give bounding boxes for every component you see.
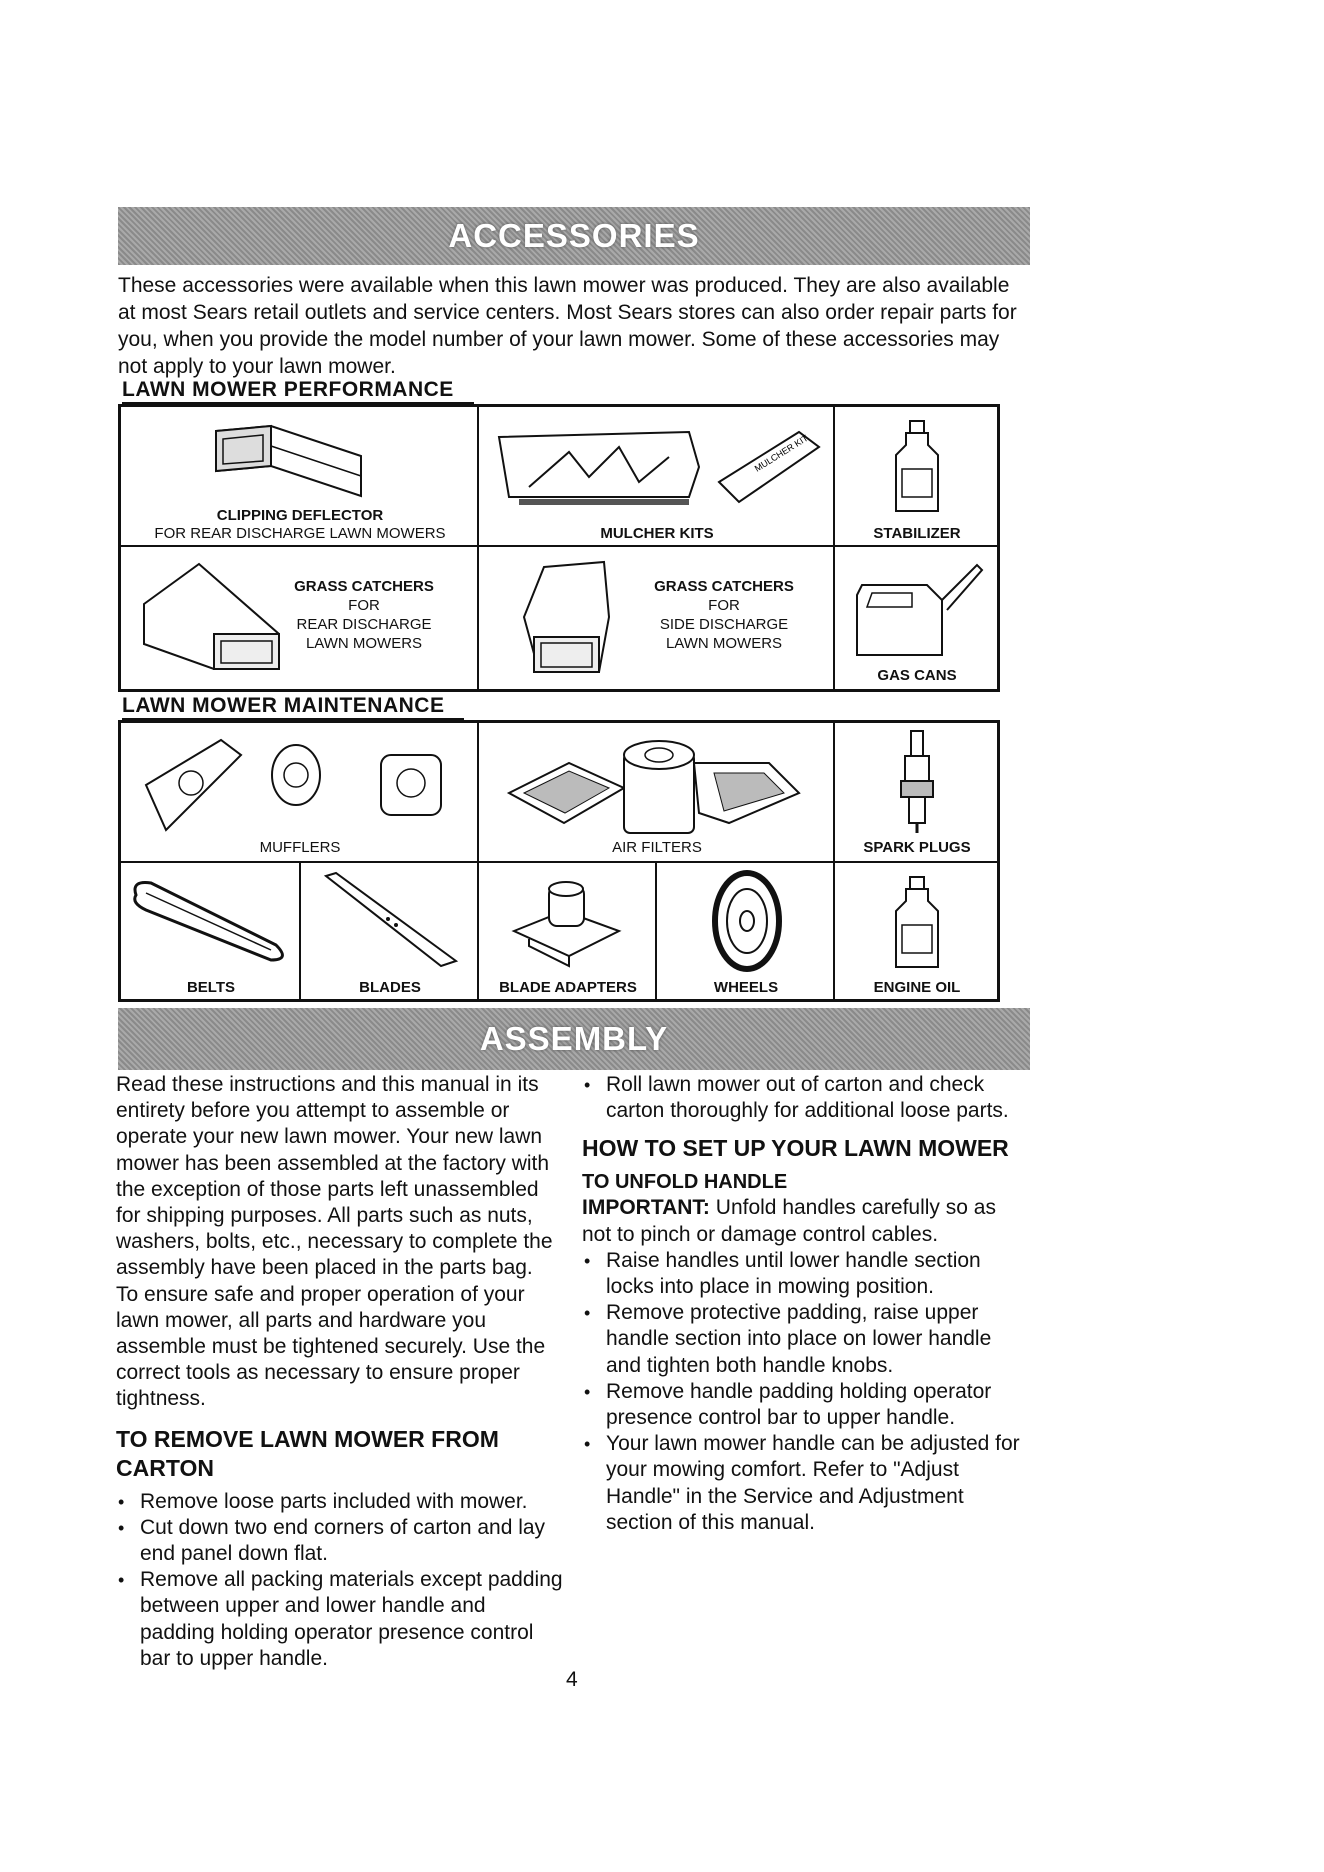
mufflers-icon: [141, 735, 461, 835]
gas-cans-label: GAS CANS: [877, 667, 957, 684]
mufflers-cell: [120, 722, 478, 862]
gas-cans-cell: [834, 546, 998, 690]
performance-grid: [118, 404, 1000, 692]
stabilizer-bottle-icon: [892, 421, 942, 516]
grass-catchers-rear-label: [289, 577, 439, 653]
maintenance-grid: [118, 720, 1000, 1002]
mulcher-kit-icon: [489, 417, 829, 517]
belts-cell: [120, 862, 300, 1000]
grass-catchers-side-cell: [478, 546, 834, 690]
important-label: IMPORTANT:: [582, 1196, 710, 1220]
gas-can-icon: [847, 555, 987, 655]
air-filters-icon: [499, 733, 819, 833]
spark-plugs-label: SPARK PLUGS: [863, 839, 971, 856]
wheels-label: WHEELS: [713, 979, 779, 996]
setup-heading: HOW TO SET UP YOUR LAWN MOWER: [582, 1135, 1009, 1162]
clipping-deflector-icon: [211, 421, 381, 501]
belt-icon: [126, 875, 296, 965]
mulcher-kits-label: MULCHER KITS: [600, 525, 714, 542]
spark-plugs-cell: [834, 722, 998, 862]
grass-catchers-side-label: [629, 577, 819, 653]
assembly-banner: [118, 1008, 1030, 1070]
grass-catcher-rear-icon: [139, 559, 289, 679]
remove-bullet-2: • Cut down two end corners of carton and lay end panel down flat.: [116, 1515, 564, 1567]
accessories-title: ACCESSORIES: [448, 217, 700, 254]
blade-icon: [316, 871, 466, 971]
grass-catchers-side-line3: SIDE DISCHARGE: [659, 616, 789, 633]
grass-catcher-side-icon: [519, 557, 619, 682]
grass-catchers-rear-line2: FOR: [348, 597, 380, 614]
accessories-banner: [118, 207, 1030, 265]
stabilizer-cell: [834, 406, 998, 546]
spark-plug-icon: [897, 731, 937, 836]
belts-label: BELTS: [186, 979, 236, 996]
clipping-deflector-sublabel: FOR REAR DISCHARGE LAWN MOWERS: [154, 525, 446, 542]
grass-catchers-rear-cell: [120, 546, 478, 690]
remove-bullet-1: • Remove loose parts included with mower.: [116, 1489, 564, 1515]
unfold-bullet-3: • Remove handle padding holding operator presence control bar to upper handle.: [582, 1379, 1026, 1431]
blades-label: BLADES: [359, 979, 421, 996]
unfold-bullet-2: • Remove protective padding, raise upper handle section into place on lower handle and tighten both handle knobs.: [582, 1300, 1026, 1379]
accessories-intro: These accessories were available when this lawn mower was produced. They are also available at most Sears retail outlets and service centers. Most Sears stores can also order repair parts for you, when you provide the model number of your lawn mower. Some of these accessories may not apply to your lawn mower.: [118, 274, 1017, 378]
grass-catchers-side-line4: LAWN MOWERS: [665, 635, 783, 652]
remove-bullet-3: • Remove all packing materials except padding between upper and lower handle and padding holding operator presence control bar to upper handle.: [116, 1567, 564, 1672]
grass-catchers-side-line1: GRASS CATCHERS: [654, 578, 794, 595]
unfold-bullet-1: • Raise handles until lower handle section locks into place in mowing position.: [582, 1248, 1026, 1300]
mufflers-label: MUFFLERS: [259, 839, 341, 856]
remove-from-carton-heading: TO REMOVE LAWN MOWER FROM CARTON: [116, 1425, 499, 1481]
blade-adapters-label: BLADE ADAPTERS: [499, 979, 637, 996]
mulcher-kit-box-label: MULCHER KIT: [752, 432, 810, 474]
page-number: 4: [566, 1668, 578, 1691]
air-filters-cell: [478, 722, 834, 862]
grass-catchers-rear-line4: LAWN MOWERS: [305, 635, 423, 652]
engine-oil-bottle-icon: [892, 877, 942, 972]
blade-adapter-icon: [509, 881, 629, 971]
mulcher-kits-cell: [478, 406, 834, 546]
important-text: Unfold handles carefully so as not to pinch or damage control cables.: [582, 1196, 996, 1246]
clipping-deflector-label: CLIPPING DEFLECTOR: [216, 507, 384, 524]
blades-cell: [300, 862, 478, 1000]
stabilizer-label: STABILIZER: [873, 525, 961, 542]
performance-heading: LAWN MOWER PERFORMANCE: [122, 378, 474, 404]
grass-catchers-side-line2: FOR: [708, 597, 740, 614]
unfold-bullet-4: • Your lawn mower handle can be adjusted for your mowing comfort. Refer to "Adjust Handle" in the Service and Adjustment section of this manual.: [582, 1431, 1026, 1536]
assembly-left-column: [116, 1072, 564, 1672]
engine-oil-cell: [834, 862, 998, 1000]
grass-catchers-rear-line1: GRASS CATCHERS: [294, 578, 434, 595]
maintenance-heading: LAWN MOWER MAINTENANCE: [122, 694, 464, 720]
wheels-cell: [656, 862, 834, 1000]
blade-adapters-cell: [478, 862, 656, 1000]
assembly-intro-paragraph: Read these instructions and this manual in its entirety before you attempt to assemble or operate your new lawn mower. Your new lawn mower has been assembled at the factory with the exception of those parts left unassembled for shipping purposes. All parts such as nuts, washers, bolts, etc., necessary to complete the assembly have been placed in the parts bag.: [116, 1073, 553, 1280]
unfold-handle-heading: TO UNFOLD HANDLE: [582, 1171, 788, 1194]
assembly-safety-paragraph: To ensure safe and proper operation of your lawn mower, all parts and hardware you assemble must be tightened securely. Use the correct tools as necessary to ensure proper tightness.: [116, 1282, 546, 1411]
engine-oil-label: ENGINE OIL: [873, 979, 961, 996]
wheel-icon: [707, 869, 787, 974]
air-filters-label: AIR FILTERS: [612, 839, 702, 856]
assembly-right-column: [582, 1072, 1026, 1536]
remove-bullet-4: • Roll lawn mower out of carton and check carton thoroughly for additional loose parts.: [582, 1072, 1026, 1124]
grass-catchers-rear-line3: REAR DISCHARGE: [296, 616, 432, 633]
clipping-deflector-cell: [120, 406, 478, 546]
assembly-title: ASSEMBLY: [479, 1020, 669, 1057]
